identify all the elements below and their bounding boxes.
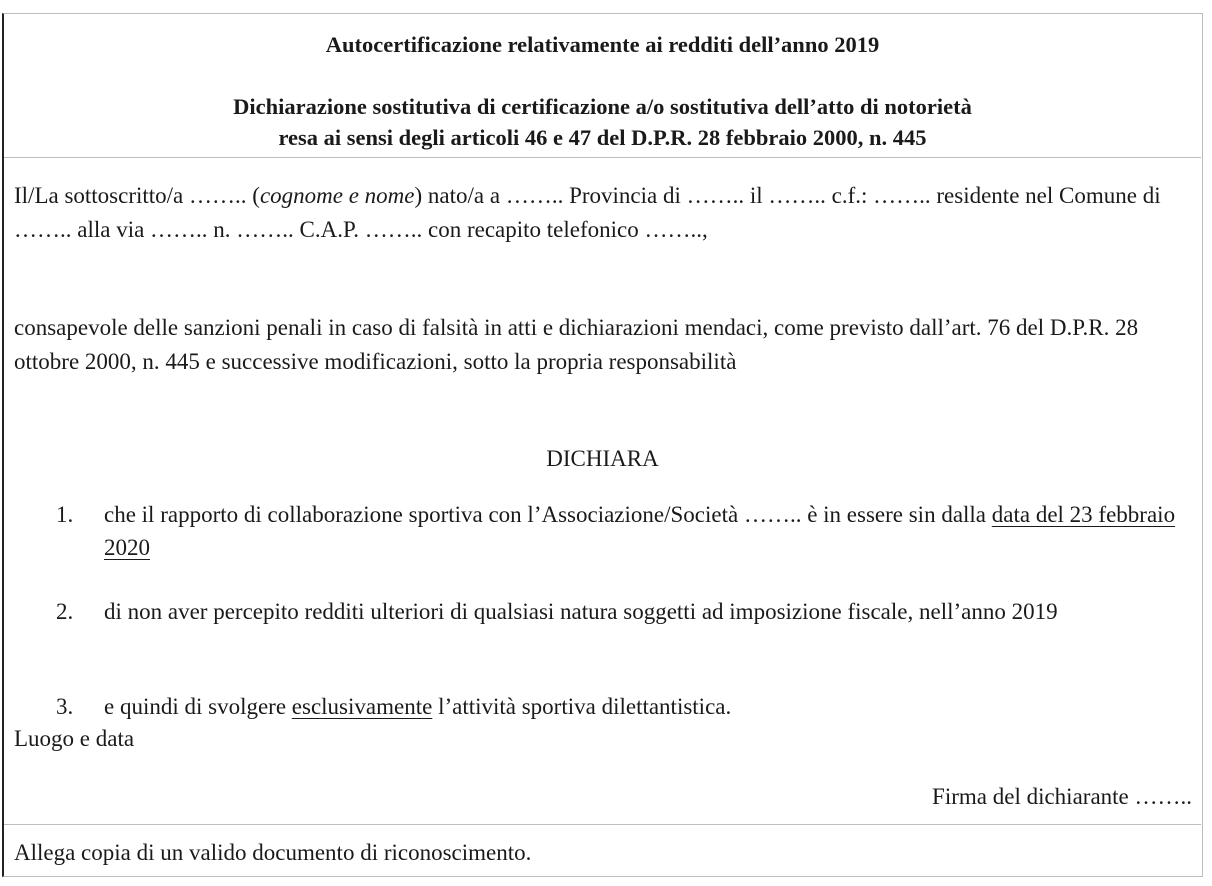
document-subtitle	[4, 91, 1201, 153]
list-item	[56, 595, 1201, 628]
intro-text-start: Il/La sottoscritto/a …….. (	[14, 183, 260, 208]
list-item-text-end: l’attività sportiva dilettantistica.	[432, 694, 732, 719]
attachment-note: Allega copia di un valido documento di riconoscimento.	[14, 840, 532, 865]
header-divider	[4, 157, 1201, 158]
list-item-number: 3.	[56, 694, 74, 719]
intro-italic-note: cognome e nome	[259, 183, 415, 208]
list-item-text: che il rapporto di collaborazione sportiva con l’Associazione/Società …….. è in essere sin dalla	[104, 502, 992, 527]
intro-text-end: ) nato/a a …….. Provincia di …….. il …….. c.f.: …….. residente nel Comune di …….. alla via …….. n. …….. C.A.P. …….. con recapito telefonico ……..,	[14, 183, 1161, 242]
underlined-word: esclusivamente	[291, 694, 433, 719]
signature-line: Firma del dichiarante ……..	[932, 784, 1192, 809]
underlined-date: data del 23 febbraio 2020	[104, 502, 1176, 560]
declares-heading: DICHIARA	[546, 446, 659, 471]
declarant-details	[14, 179, 1199, 246]
list-item-number: 2.	[56, 599, 74, 624]
list-item-text: di non aver percepito redditi ulteriori di qualsiasi natura soggetti ad imposizione fiscale, nell’anno 2019	[104, 599, 1058, 624]
subtitle-line-1: Dichiarazione sostitutiva di certificazione a/o sostitutiva dell’atto di notorietà	[233, 94, 972, 119]
subtitle-line-2: resa ai sensi degli articoli 46 e 47 del D.P.R. 28 febbraio 2000, n. 445	[278, 125, 927, 150]
list-item-text: e quindi di svolgere	[104, 694, 292, 719]
list-item	[56, 690, 1201, 723]
place-and-date: Luogo e data	[14, 726, 135, 751]
declaration-document	[2, 13, 1203, 877]
list-item	[56, 498, 1201, 564]
document-title: Autocertificazione relativamente ai redditi dell’anno 2019	[325, 32, 880, 57]
awareness-statement: consapevole delle sanzioni penali in caso di falsità in atti e dichiarazioni mendaci, come previsto dall’art. 76 del D.P.R. 28 ottobre 2000, n. 445 e successive modificazioni, sotto la propria responsabilità	[14, 315, 1139, 374]
list-item-number: 1.	[56, 502, 74, 527]
footer-divider	[4, 824, 1201, 825]
